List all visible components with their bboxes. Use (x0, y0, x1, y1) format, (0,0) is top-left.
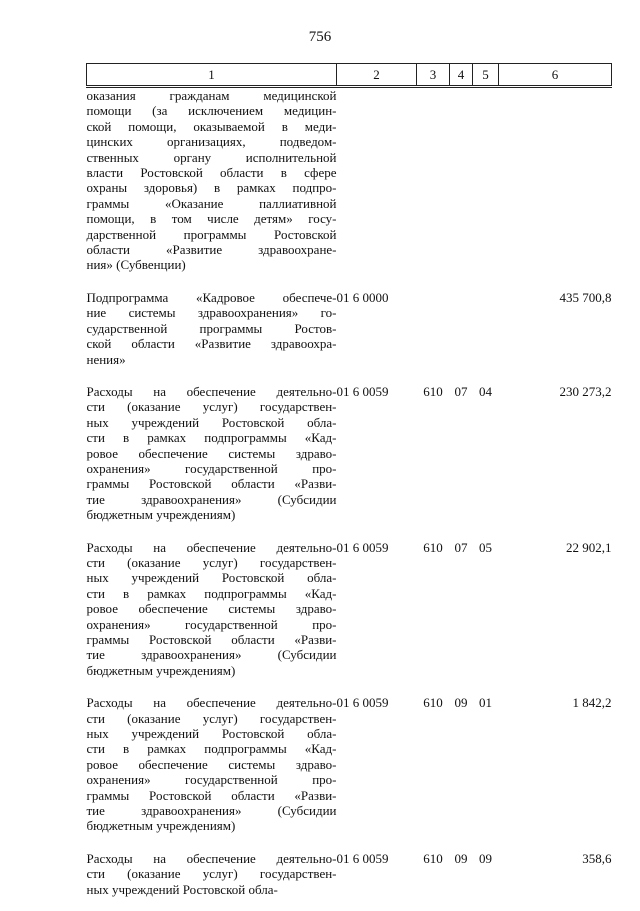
description-line: области «Развитие здравоохране- (87, 242, 337, 257)
budget-table (86, 63, 612, 911)
row-amount: 358,6 (499, 848, 612, 911)
description-line: сти в рамках подпрограммы «Кад- (87, 586, 337, 601)
description-line: граммы Ростовской области «Разви- (87, 788, 337, 803)
description-line: ных учреждений Ростовской обла- (87, 415, 337, 430)
row-expense-type: 610 (417, 537, 450, 693)
row-amount: 435 700,8 (499, 287, 612, 381)
column-header-type: 3 (417, 64, 450, 87)
description-line: охранения» государственной про- (87, 772, 337, 787)
description-line: оказания гражданам медицинской (87, 88, 337, 103)
description-line: граммы Ростовской области «Разви- (87, 632, 337, 647)
row-expense-type: 610 (417, 381, 450, 537)
row-target-code: 01 6 0059 (337, 381, 417, 537)
row-target-code: 01 6 0059 (337, 848, 417, 911)
description-line: ровое обеспечение системы здраво- (87, 601, 337, 616)
description-line: граммы «Оказание паллиативной (87, 196, 337, 211)
row-subsection (473, 287, 499, 381)
description-line: тие здравоохранения» (Субсидии (87, 647, 337, 662)
column-header-section: 4 (450, 64, 473, 87)
column-header-amount: 6 (499, 64, 612, 87)
description-line: охранения» государственной про- (87, 461, 337, 476)
row-target-code: 01 6 0000 (337, 287, 417, 381)
row-description (87, 87, 337, 287)
column-header-name: 1 (87, 64, 337, 87)
description-line: ния» (Субвенции) (87, 257, 337, 272)
table-row (87, 287, 612, 381)
description-line: тие здравоохранения» (Субсидии (87, 492, 337, 507)
table-row (87, 87, 612, 287)
description-line: сти (оказание услуг) государствен- (87, 399, 337, 414)
row-subsection (473, 87, 499, 287)
row-target-code: 01 6 0059 (337, 537, 417, 693)
row-expense-type (417, 287, 450, 381)
description-line: граммы Ростовской области «Разви- (87, 476, 337, 491)
row-description (87, 848, 337, 911)
description-line: Расходы на обеспечение деятельно- (87, 540, 337, 555)
row-amount: 230 273,2 (499, 381, 612, 537)
description-line: ровое обеспечение системы здраво- (87, 757, 337, 772)
row-section (450, 287, 473, 381)
description-line: ровое обеспечение системы здраво- (87, 446, 337, 461)
description-line: сударственной программы Ростов- (87, 321, 337, 336)
row-subsection: 09 (473, 848, 499, 911)
description-line: власти Ростовской области в сфере (87, 165, 337, 180)
table-row (87, 537, 612, 693)
description-line: сти (оказание услуг) государствен- (87, 555, 337, 570)
row-description (87, 692, 337, 848)
description-line: сти в рамках подпрограммы «Кад- (87, 741, 337, 756)
row-expense-type: 610 (417, 692, 450, 848)
description-line: помощи (за исключением медицин- (87, 103, 337, 118)
description-line: дарственной программы Ростовской (87, 227, 337, 242)
description-line: сти в рамках подпрограммы «Кад- (87, 430, 337, 445)
description-line: охраны здоровья) в рамках подпро- (87, 180, 337, 195)
description-line: ных учреждений Ростовской обла- (87, 570, 337, 585)
row-amount (499, 87, 612, 287)
page-number: 756 (0, 28, 640, 46)
row-subsection: 01 (473, 692, 499, 848)
table-row (87, 692, 612, 848)
table-header-row (87, 64, 612, 87)
description-line: бюджетным учреждениям) (87, 818, 337, 833)
row-section: 07 (450, 537, 473, 693)
row-section: 09 (450, 692, 473, 848)
description-line: сти (оказание услуг) государствен- (87, 711, 337, 726)
description-line: цинских организациях, подведом- (87, 134, 337, 149)
row-target-code: 01 6 0059 (337, 692, 417, 848)
description-line: Подпрограмма «Кадровое обеспече- (87, 290, 337, 305)
description-line: ственных органу исполнительной (87, 150, 337, 165)
row-expense-type: 610 (417, 848, 450, 911)
row-target-code (337, 87, 417, 287)
description-line: охранения» государственной про- (87, 617, 337, 632)
description-line: ской помощи, оказываемой в меди- (87, 119, 337, 134)
row-amount: 22 902,1 (499, 537, 612, 693)
description-line: сти (оказание услуг) государствен- (87, 866, 337, 881)
row-subsection: 04 (473, 381, 499, 537)
description-line: ных учреждений Ростовской обла- (87, 726, 337, 741)
description-line: Расходы на обеспечение деятельно- (87, 851, 337, 866)
table-body (87, 87, 612, 911)
description-line: Расходы на обеспечение деятельно- (87, 384, 337, 399)
row-subsection: 05 (473, 537, 499, 693)
row-description (87, 537, 337, 693)
description-line: бюджетным учреждениям) (87, 663, 337, 678)
description-line: тие здравоохранения» (Субсидии (87, 803, 337, 818)
description-line: ных учреждений Ростовской обла- (87, 882, 337, 897)
description-line: нения» (87, 352, 337, 367)
row-section (450, 87, 473, 287)
table-row (87, 381, 612, 537)
table-row (87, 848, 612, 911)
description-line: бюджетным учреждениям) (87, 507, 337, 522)
row-amount: 1 842,2 (499, 692, 612, 848)
description-line: помощи, в том числе детям» госу- (87, 211, 337, 226)
column-header-code: 2 (337, 64, 417, 87)
row-section: 09 (450, 848, 473, 911)
description-line: Расходы на обеспечение деятельно- (87, 695, 337, 710)
column-header-subsection: 5 (473, 64, 499, 87)
row-description (87, 381, 337, 537)
row-description (87, 287, 337, 381)
description-line: ской области «Развитие здравоохра- (87, 336, 337, 351)
row-expense-type (417, 87, 450, 287)
description-line: ние системы здравоохранения» го- (87, 305, 337, 320)
row-section: 07 (450, 381, 473, 537)
